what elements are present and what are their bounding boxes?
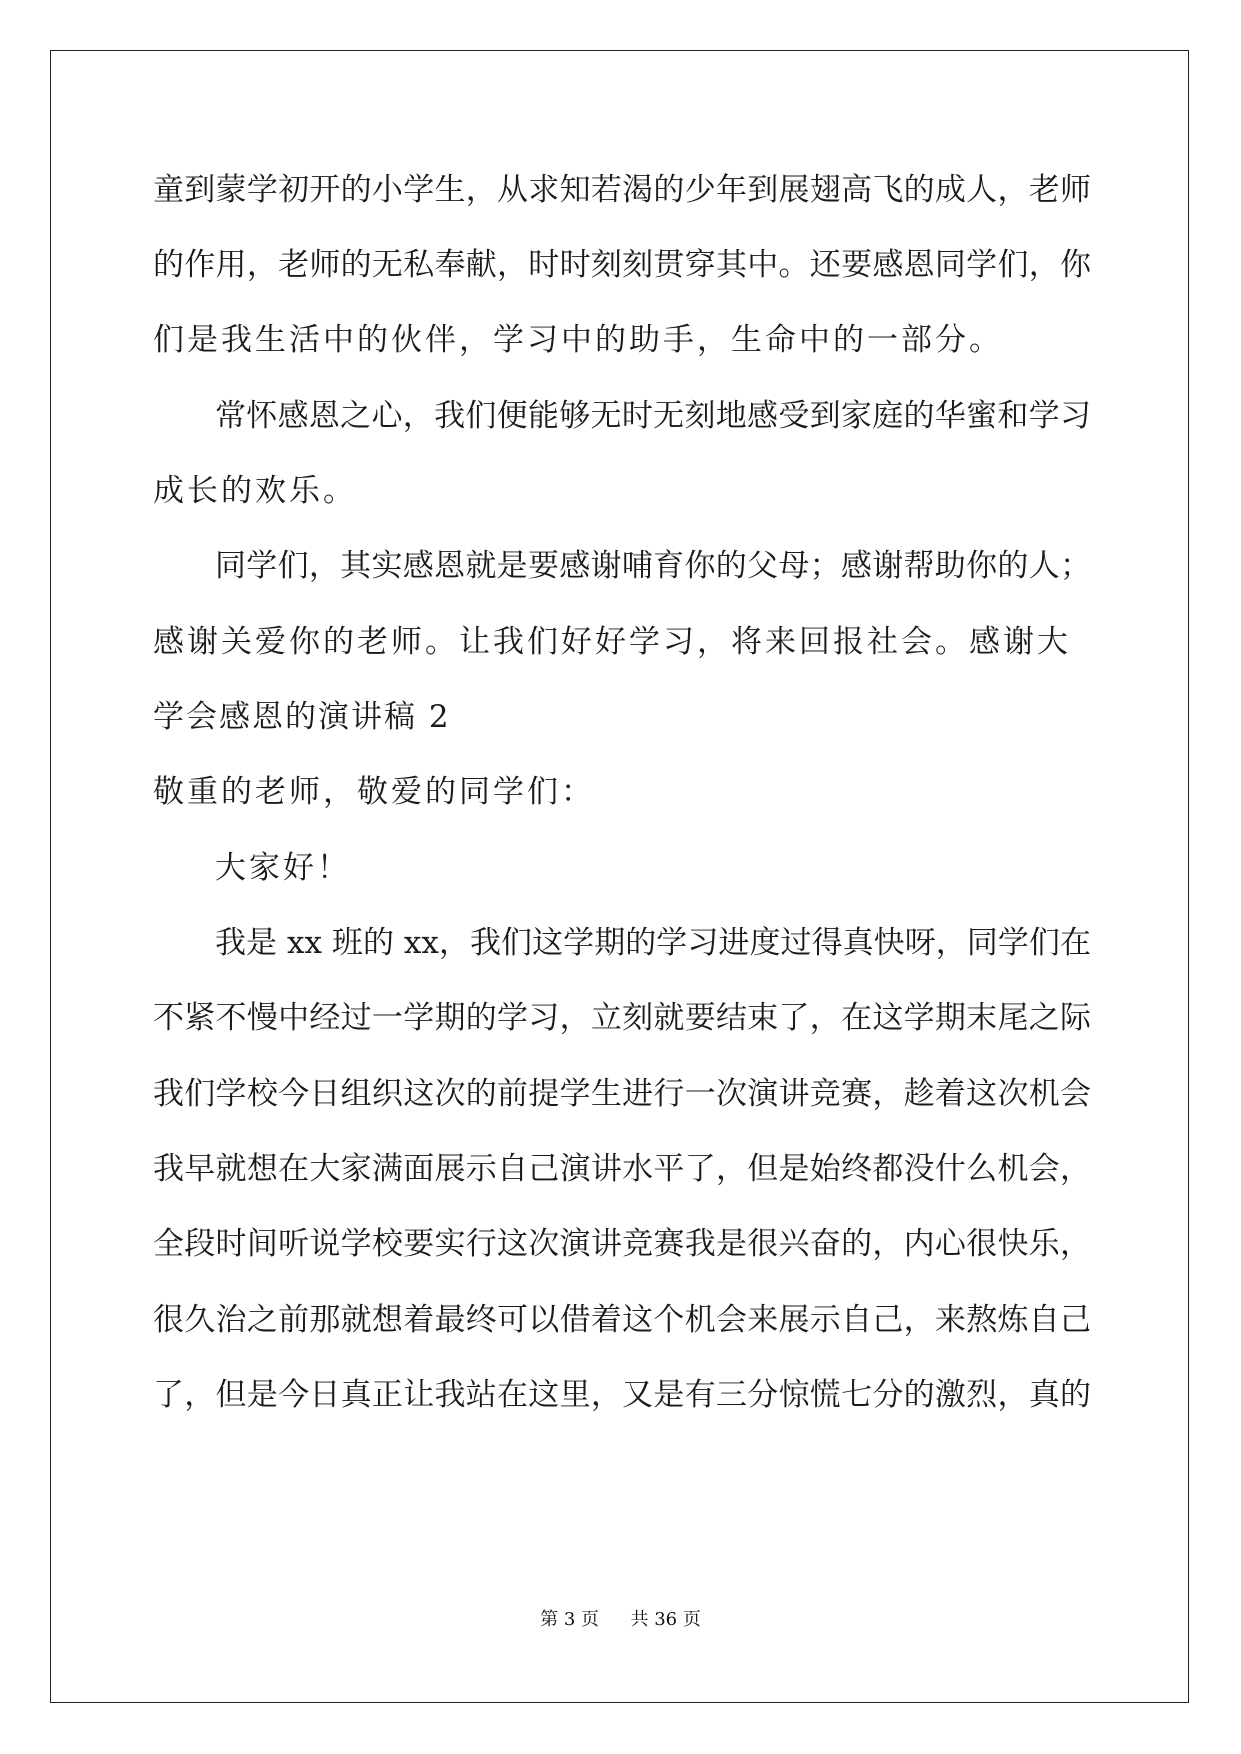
body-line: 的作用，老师的无私奉献，时时刻刻贯穿其中。还要感恩同学们，你 <box>153 247 1091 283</box>
greeting: 大家好！ <box>215 850 351 886</box>
body-line: 全段时间听说学校要实行这次演讲竞赛我是很兴奋的，内心很快乐， <box>153 1226 1091 1262</box>
body-line: 我早就想在大家满面展示自己演讲水平了，但是始终都没什么机会， <box>153 1151 1091 1187</box>
body-line: 不紧不慢中经过一学期的学习，立刻就要结束了，在这学期末尾之际 <box>153 1000 1091 1036</box>
paragraph-start-line: 我是 xx 班的 xx，我们这学期的学习进度过得真快呀，同学们在 <box>215 925 1091 961</box>
section-title: 学会感恩的演讲稿 2 <box>153 699 451 735</box>
body-line: 很久治之前那就想着最终可以借着这个机会来展示自己，来熬炼自己 <box>153 1302 1091 1338</box>
body-line: 感谢关爱你的老师。让我们好好学习，将来回报社会。感谢大 <box>153 624 1071 660</box>
paragraph-start-line: 同学们，其实感恩就是要感谢哺育你的父母；感谢帮助你的人； <box>215 548 1091 584</box>
body-line: 我们学校今日组织这次的前提学生进行一次演讲竞赛，趁着这次机会 <box>153 1076 1091 1112</box>
body-line: 成长的欢乐。 <box>153 473 357 509</box>
salutation: 敬重的老师，敬爱的同学们： <box>153 774 595 810</box>
page-footer <box>0 1608 1241 1632</box>
body-line: 童到蒙学初开的小学生，从求知若渴的少年到展翅高飞的成人，老师 <box>153 172 1091 208</box>
body-line: 们是我生活中的伙伴，学习中的助手，生命中的一部分。 <box>153 322 1003 358</box>
body-line: 了，但是今日真正让我站在这里，又是有三分惊慌七分的激烈，真的 <box>153 1377 1091 1413</box>
page-number: 第 3 页 <box>540 1609 600 1630</box>
paragraph-start-line: 常怀感恩之心，我们便能够无时无刻地感受到家庭的华蜜和学习 <box>215 398 1091 434</box>
page-total: 共 36 页 <box>630 1609 701 1630</box>
